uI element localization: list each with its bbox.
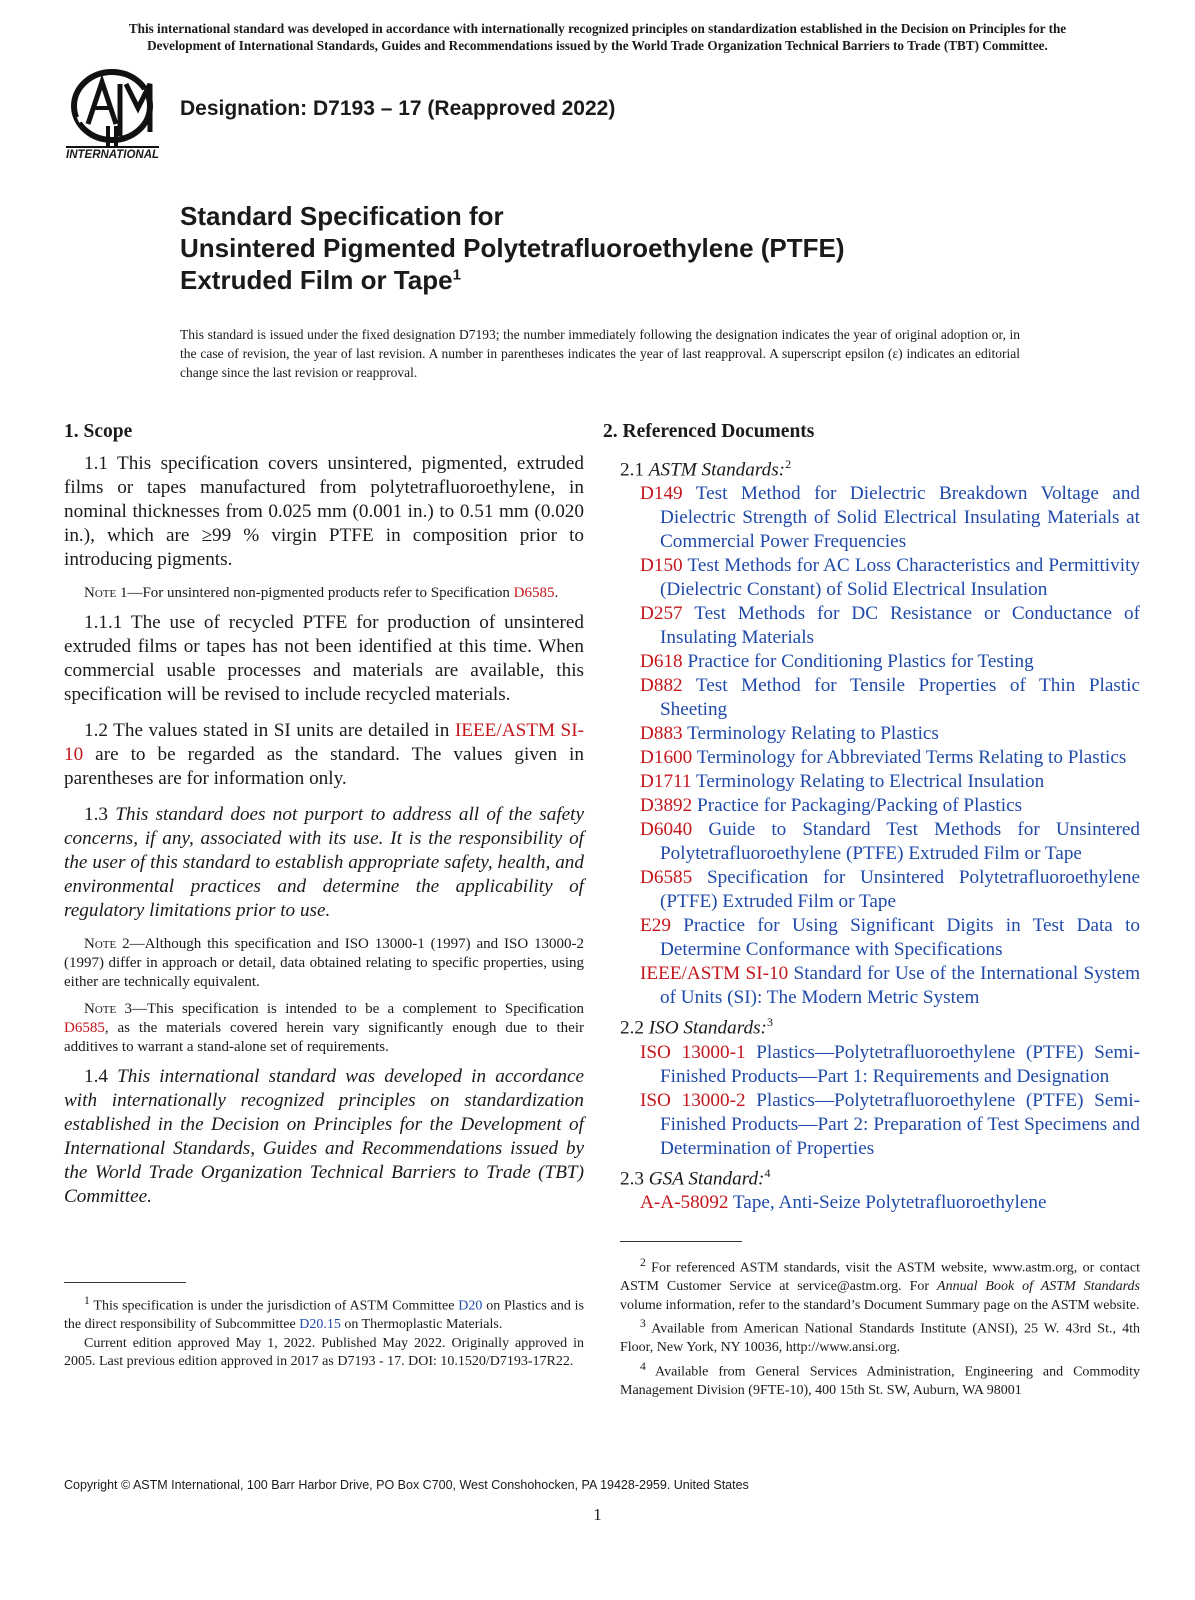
note-1: Note 1—For unsintered non-pigmented products refer to Specification D6585. — [84, 585, 559, 601]
reference-item — [620, 1089, 1140, 1161]
title-line2: Unsintered Pigmented Polytetrafluoroethylene (PTFE) — [180, 233, 845, 263]
reference-title-link[interactable]: Specification for Unsintered Polytetrafluoroethylene (PTFE) Extruded Film or Tape — [660, 867, 1140, 913]
note-2: Note 2—Although this specification and ISO 13000-1 (1997) and ISO 13000-2 (1997) differ in approach or detail, data obtained relating to specific properties, using either are technically equivalent. — [64, 936, 585, 990]
reference-title-link[interactable]: Plastics—Polytetrafluoroethylene (PTFE) Semi-Finished Products—Part 1: Requirements and Designation — [660, 1041, 1140, 1087]
link-d20-15[interactable]: D20.15 — [299, 1317, 341, 1333]
reference-code-link[interactable]: IEEE/ASTM SI-10 — [640, 963, 789, 985]
reference-code-link[interactable]: E29 — [640, 915, 671, 937]
reference-code-link[interactable]: D618 — [640, 651, 683, 673]
gsa-standard-heading: 2.3 GSA Standard:$^4$ — [620, 1165, 771, 1190]
footnote-3: $^3$ Available from American National Standards Institute (ANSI), 25 W. 43rd St., 4th Floor, New York, NY 10036, http://www.ansi.org. — [620, 1317, 1140, 1356]
reference-code-link[interactable]: D6585 — [640, 867, 693, 889]
reference-title-link[interactable]: Practice for Using Significant Digits in Test Data to Determine Conformance with Specifications — [660, 915, 1141, 961]
gsa-reference-list — [620, 1191, 1140, 1215]
document-title — [180, 200, 845, 296]
iso-standards-heading: 2.2 ISO Standards:$^3$ — [620, 1015, 773, 1039]
reference-item — [620, 914, 1140, 962]
reference-title-link[interactable]: Plastics—Polytetrafluoroethylene (PTFE) Semi-Finished Products—Part 2: Preparation of Test Specimens and Determination of Properties — [660, 1089, 1140, 1159]
astm-reference-list — [620, 482, 1140, 1010]
designation: Designation: D7193 – 17 (Reapproved 2022) — [180, 97, 616, 120]
copyright: Copyright © ASTM International, 100 Barr Harbor Drive, PO Box C700, West Conshohocken, PA 19428-2959. United States — [64, 1478, 749, 1492]
astm-logo — [64, 66, 168, 166]
reference-title-link[interactable]: Guide to Standard Test Methods for Unsintered Polytetrafluoroethylene (PTFE) Extruded Film or Tape — [660, 819, 1141, 865]
para-1-1: 1.1 This specification covers unsintered, pigmented, extruded films or tapes manufactured from polytetrafluoroethylene, in nominal thicknesses from 0.025 mm (0.001 in.) to 0.51 mm (0.020 in.), which are ≥99 % virgin PTFE in composition prior to introducing pigments. — [64, 453, 584, 570]
title-line1: Standard Specification for — [180, 201, 504, 231]
reference-item — [620, 962, 1140, 1010]
reference-code-link[interactable]: D3892 — [640, 795, 693, 817]
page-number: 1 — [593, 1505, 602, 1524]
reference-code-link[interactable]: D257 — [640, 603, 683, 625]
title-footnote-mark: 1 — [452, 266, 461, 284]
link-d6585-note3[interactable]: D6585 — [64, 1020, 105, 1036]
top-notice-line2: Development of International Standards, Guides and Recommendations issued by the World Trade Organization Technical Barriers to Trade (TBT) Committee. — [147, 38, 1048, 53]
link-ieee-astm-si10[interactable]: IEEE/ASTM SI-10 — [64, 720, 584, 765]
footnote-4: $^4$ Available from General Services Administration, Engineering and Commodity Management Division (9FTE-10), 400 15th St. SW, Auburn, WA 98001 — [620, 1359, 1140, 1398]
top-notice — [60, 20, 1135, 54]
reference-code-link[interactable]: D6040 — [640, 819, 693, 841]
footnotes-left — [64, 1292, 584, 1372]
reference-title-link[interactable]: Practice for Conditioning Plastics for Testing — [687, 651, 1034, 673]
footnote-rule-left — [64, 1282, 186, 1283]
reference-item — [620, 554, 1140, 602]
reference-title-link[interactable]: Terminology Relating to Electrical Insulation — [695, 771, 1045, 793]
reference-item — [620, 602, 1140, 650]
reference-code-link[interactable]: D1600 — [640, 747, 693, 769]
reference-item — [620, 770, 1140, 794]
top-notice-line1: This international standard was developed in accordance with internationally recognized principles on standardization established in the Decision on Principles for the — [128, 21, 1067, 36]
reference-title-link[interactable]: Test Method for Dielectric Breakdown Voltage and Dielectric Strength of Solid Electrical Insulating Materials at Commercial Power Frequencies — [660, 483, 1141, 553]
reference-code-link[interactable]: D149 — [640, 483, 683, 505]
para-1-3: 1.3 This standard does not purport to address all of the safety concerns, if any, associated with its use. It is the responsibility of the user of this standard to establish appropriate safety, health, and environmental practices and determine the applicability of regulatory limitations prior to use. — [64, 804, 585, 921]
reference-title-link[interactable]: Standard for Use of the International System of Units (SI): The Modern Metric System — [660, 963, 1141, 1009]
reference-item — [620, 650, 1140, 674]
link-d6585[interactable]: D6585 — [513, 585, 555, 601]
reference-title-link[interactable]: Tape, Anti-Seize Polytetrafluoroethylene — [732, 1192, 1047, 1214]
reference-code-link[interactable]: ISO 13000-1 — [640, 1041, 746, 1063]
reference-title-link[interactable]: Practice for Packaging/Packing of Plastics — [697, 795, 1023, 817]
reference-title-link[interactable]: Test Methods for DC Resistance or Conductance of Insulating Materials — [660, 603, 1140, 649]
logo-label: INTERNATIONAL — [66, 146, 159, 161]
scope-section — [64, 420, 584, 1221]
reference-code-link[interactable]: ISO 13000-2 — [640, 1089, 746, 1111]
title-line3: Extruded Film or Tape$^1$ — [180, 265, 461, 295]
astm-standards-heading: 2.1 ASTM Standards:$^2$ — [620, 457, 792, 481]
reference-item — [620, 1041, 1140, 1089]
reference-title-link[interactable]: Test Methods for AC Loss Characteristics and Permittivity (Dielectric Constant) of Solid Electrical Insulation — [660, 555, 1140, 601]
reference-code-link[interactable]: A-A-58092 — [640, 1192, 729, 1214]
iso-reference-list — [620, 1041, 1140, 1161]
reference-title-link[interactable]: Test Method for Tensile Properties of Thin Plastic Sheeting — [660, 675, 1140, 721]
reference-code-link[interactable]: D1711 — [640, 771, 692, 793]
reference-title-link[interactable]: Terminology Relating to Plastics — [687, 723, 939, 745]
para-1-2: 1.2 The values stated in SI units are detailed in IEEE/ASTM SI-10 are to be regarded as the standard. The values given in parentheses are for information only. — [64, 720, 584, 789]
reference-item — [620, 1191, 1140, 1215]
reference-code-link[interactable]: D883 — [640, 723, 683, 745]
reference-item — [620, 866, 1140, 914]
scope-heading: 1. Scope — [64, 421, 133, 442]
reference-item — [620, 722, 1140, 746]
para-1-1-1: 1.1.1 The use of recycled PTFE for production of unsintered extruded films or tapes has not been identified at this time. When commercial usable processes and materials are available, this specification will be revised to include recycled materials. — [64, 612, 584, 705]
reference-item — [620, 674, 1140, 722]
referenced-documents-section — [603, 420, 1141, 1215]
reference-item — [620, 794, 1140, 818]
reference-title-link[interactable]: Terminology for Abbreviated Terms Relating to Plastics — [696, 747, 1127, 769]
footnote-2: $^2$ For referenced ASTM standards, visit the ASTM website, www.astm.org, or contact ASTM Customer Service at service@astm.org. For Annual Book of ASTM Standards volume information, refer to the standard’s Document Summary page on the ASTM website. — [620, 1256, 1140, 1313]
reference-item — [620, 482, 1140, 554]
para-1-4: 1.4 This international standard was developed in accordance with internationally recognized principles on standardization established in the Decision on Principles for the Development of International Standards, Guides and Recommendations issued by the World Trade Organization Technical Barriers to Trade (TBT) Committee. — [64, 1066, 584, 1207]
footnotes-right — [620, 1254, 1140, 1400]
note-3: Note 3—This specification is intended to be a complement to Specification D6585, as the materials covered herein vary significantly enough due to their additives to warrant a stand-alone set of requirements. — [64, 1001, 585, 1055]
footnote-1-edition: Current edition approved May 1, 2022. Published May 2022. Originally approved in 2005. Last previous edition approved in 2017 as D7193 - 17. DOI: 10.1520/D7193-17R22. — [64, 1335, 584, 1370]
footnote-1: $^1$ This specification is under the jurisdiction of ASTM Committee D20 on Plastics and is the direct responsibility of Subcommittee D20.15 on Thermoplastic Materials. — [64, 1294, 584, 1333]
link-d20[interactable]: D20 — [458, 1298, 483, 1314]
footnote-rule-right — [620, 1241, 742, 1242]
reference-item — [620, 818, 1140, 866]
issued-note: This standard is issued under the fixed designation D7193; the number immediately following the designation indicates the year of original adoption or, in the case of revision, the year of last revision. A number in parentheses indicates the year of last reapproval. A superscript epsilon (ε) indicates an editorial change since the last revision or reapproval. — [180, 327, 1020, 380]
reference-item — [620, 746, 1140, 770]
reference-code-link[interactable]: D150 — [640, 555, 683, 577]
reference-code-link[interactable]: D882 — [640, 675, 683, 697]
refs-heading: 2. Referenced Documents — [603, 421, 815, 442]
